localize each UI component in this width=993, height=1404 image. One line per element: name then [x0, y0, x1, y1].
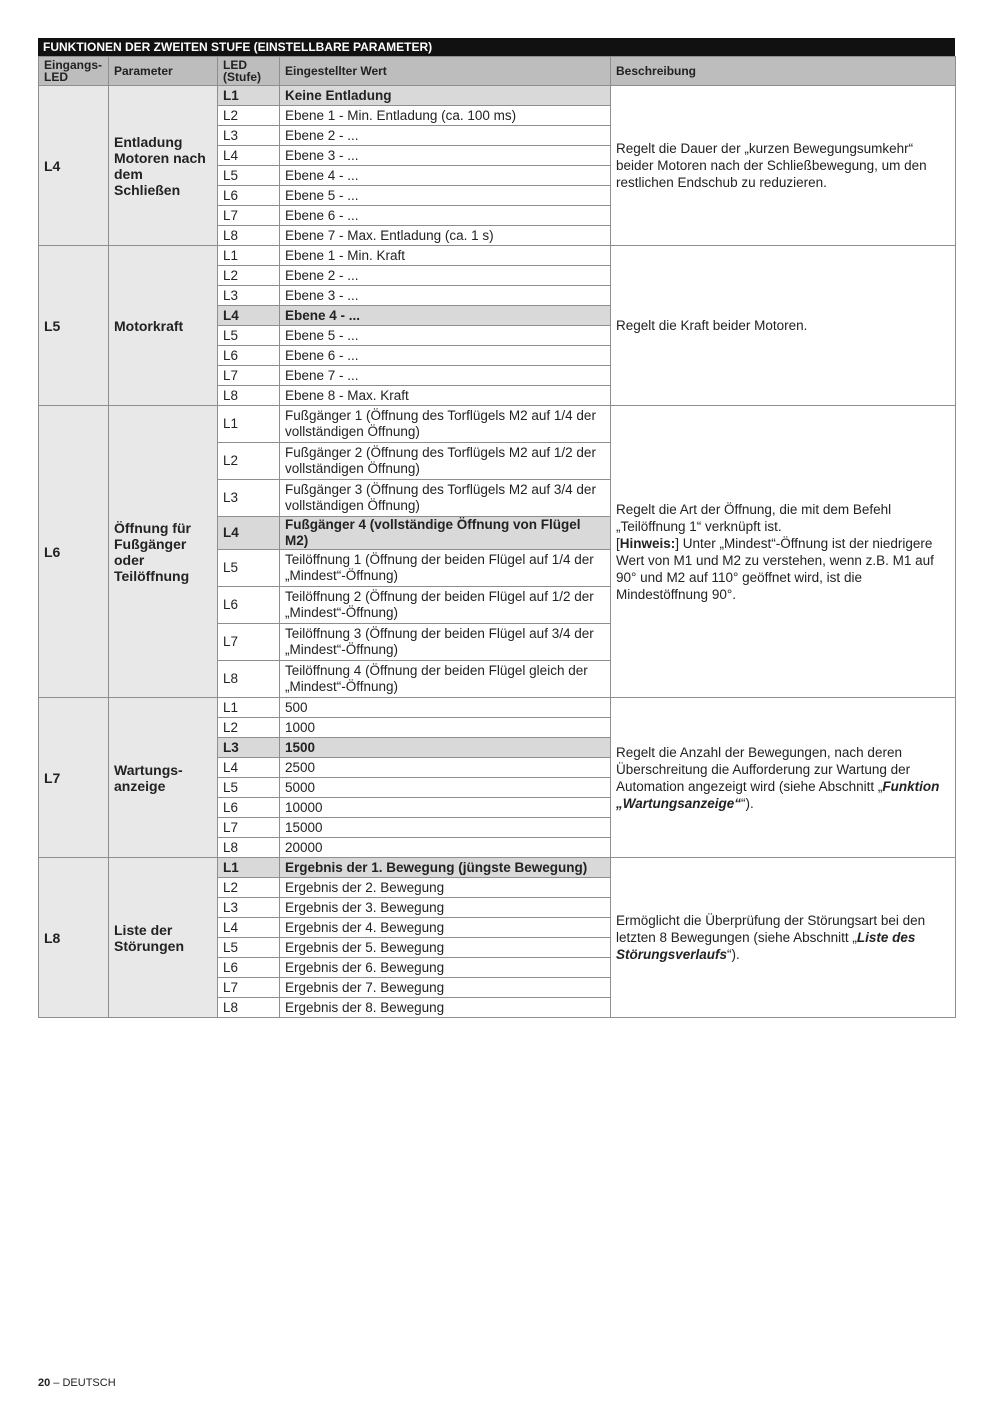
led-level-cell: L3 [218, 480, 280, 517]
led-level-cell: L3 [218, 286, 280, 306]
led-level-cell: L1 [218, 406, 280, 443]
description-cell [611, 858, 956, 1018]
value-cell: Ebene 4 - ... [280, 166, 611, 186]
led-level-cell: L2 [218, 266, 280, 286]
value-cell: Teilöffnung 1 (Öffnung der beiden Flügel auf 1/4 der „Mindest“-Öffnung) [280, 550, 611, 587]
description-text: Regelt die Dauer der „kurzen Bewegungsumkehr“ beider Motoren nach der Schließbewegung, um den restlichen Endschub zu reduzieren. [616, 141, 927, 190]
value-cell: 1000 [280, 718, 611, 738]
led-level-cell: L2 [218, 878, 280, 898]
value-cell: Ebene 8 - Max. Kraft [280, 386, 611, 406]
header-parameter: Parameter [109, 57, 218, 86]
value-cell: Ebene 5 - ... [280, 326, 611, 346]
led-level-cell: L2 [218, 443, 280, 480]
led-level-cell: L1 [218, 86, 280, 106]
value-cell: Ergebnis der 5. Bewegung [280, 938, 611, 958]
led-level-cell: L7 [218, 978, 280, 998]
description-text: Hinweis: [619, 535, 676, 551]
value-cell: 5000 [280, 778, 611, 798]
value-cell: Teilöffnung 3 (Öffnung der beiden Flügel auf 3/4 der „Mindest“-Öffnung) [280, 624, 611, 661]
description-cell [611, 86, 956, 246]
value-cell: Ebene 3 - ... [280, 286, 611, 306]
table-row [39, 406, 956, 443]
led-level-cell: L5 [218, 938, 280, 958]
led-level-cell: L6 [218, 186, 280, 206]
value-cell: Ebene 4 - ... [280, 306, 611, 326]
led-level-cell: L8 [218, 226, 280, 246]
value-cell: 1500 [280, 738, 611, 758]
led-level-cell: L8 [218, 998, 280, 1018]
input-led-cell: L7 [39, 698, 109, 858]
led-level-cell: L3 [218, 738, 280, 758]
input-led-cell: L4 [39, 86, 109, 246]
led-level-cell: L7 [218, 818, 280, 838]
header-input-led: Eingangs-LED [39, 57, 109, 86]
parameter-cell: Liste der Störungen [109, 858, 218, 1018]
value-cell: 500 [280, 698, 611, 718]
led-level-cell: L3 [218, 898, 280, 918]
value-cell: Ebene 3 - ... [280, 146, 611, 166]
led-level-cell: L7 [218, 366, 280, 386]
footer-language: – DEUTSCH [50, 1377, 116, 1389]
value-cell: Ebene 1 - Min. Kraft [280, 246, 611, 266]
value-cell: Fußgänger 4 (vollständige Öffnung von Flügel M2) [280, 517, 611, 550]
description-text: [ [616, 535, 620, 551]
description-text: “). [741, 795, 754, 811]
led-level-cell: L2 [218, 718, 280, 738]
led-level-cell: L3 [218, 126, 280, 146]
value-cell: 10000 [280, 798, 611, 818]
table-row [39, 698, 956, 718]
value-cell: Teilöffnung 4 (Öffnung der beiden Flügel gleich der „Mindest“-Öffnung) [280, 661, 611, 698]
value-cell: Keine Entladung [280, 86, 611, 106]
value-cell: Ebene 6 - ... [280, 346, 611, 366]
led-level-cell: L6 [218, 587, 280, 624]
value-cell: Ebene 7 - ... [280, 366, 611, 386]
value-cell: 20000 [280, 838, 611, 858]
led-level-cell: L6 [218, 958, 280, 978]
header-row [39, 57, 956, 86]
led-level-cell: L2 [218, 106, 280, 126]
led-level-cell: L8 [218, 386, 280, 406]
value-cell: Ebene 1 - Min. Entladung (ca. 100 ms) [280, 106, 611, 126]
description-text: Regelt die Kraft beider Motoren. [616, 318, 808, 333]
led-level-cell: L1 [218, 246, 280, 266]
value-cell: Fußgänger 2 (Öffnung des Torflügels M2 auf 1/2 der vollständigen Öffnung) [280, 443, 611, 480]
led-level-cell: L8 [218, 838, 280, 858]
value-cell: Ergebnis der 8. Bewegung [280, 998, 611, 1018]
input-led-cell: L8 [39, 858, 109, 1018]
value-cell: Ergebnis der 7. Bewegung [280, 978, 611, 998]
header-value: Eingestellter Wert [280, 57, 611, 86]
input-led-cell: L6 [39, 406, 109, 698]
table-title: FUNKTIONEN DER ZWEITEN STUFE (EINSTELLBARE PARAMETER) [38, 38, 955, 56]
description-text: “). [727, 947, 740, 962]
page-footer [38, 1377, 116, 1389]
led-level-cell: L4 [218, 918, 280, 938]
value-cell: Fußgänger 1 (Öffnung des Torflügels M2 auf 1/4 der vollständigen Öffnung) [280, 406, 611, 443]
value-cell: Ebene 2 - ... [280, 126, 611, 146]
value-cell: 15000 [280, 818, 611, 838]
header-led-level: LED (Stufe) [218, 57, 280, 86]
value-cell: Teilöffnung 2 (Öffnung der beiden Flügel auf 1/2 der „Mindest“-Öffnung) [280, 587, 611, 624]
value-cell: 2500 [280, 758, 611, 778]
header-description: Beschreibung [611, 57, 956, 86]
description-text: Regelt die Art der Öffnung, die mit dem Befehl „Teilöffnung 1“ verknüpft ist. [616, 501, 892, 534]
parameter-cell: Motorkraft [109, 246, 218, 406]
table-row [39, 246, 956, 266]
parameter-cell: Entladung Motoren nach dem Schließen [109, 86, 218, 246]
description-text: Liste des Störungsverlaufs [616, 930, 916, 962]
led-level-cell: L6 [218, 346, 280, 366]
description-cell [611, 698, 956, 858]
value-cell: Ergebnis der 6. Bewegung [280, 958, 611, 978]
value-cell: Ebene 7 - Max. Entladung (ca. 1 s) [280, 226, 611, 246]
led-level-cell: L5 [218, 550, 280, 587]
description-text: Regelt die Anzahl der Bewegungen, nach deren Überschreitung die Aufforderung zur Wartung der Automation angezeigt wird (siehe Abschnitt „ [616, 744, 911, 794]
led-level-cell: L1 [218, 858, 280, 878]
table-body [39, 86, 956, 1018]
table-row [39, 858, 956, 878]
value-cell: Ebene 5 - ... [280, 186, 611, 206]
led-level-cell: L5 [218, 778, 280, 798]
value-cell: Ebene 6 - ... [280, 206, 611, 226]
led-level-cell: L4 [218, 306, 280, 326]
value-cell: Fußgänger 3 (Öffnung des Torflügels M2 auf 3/4 der vollständigen Öffnung) [280, 480, 611, 517]
description-text: Funktion „Wartungsanzeige“ [616, 778, 940, 811]
parameter-table [38, 56, 956, 1018]
value-cell: Ebene 2 - ... [280, 266, 611, 286]
parameter-cell: Wartungs-anzeige [109, 698, 218, 858]
parameter-table-section [38, 38, 955, 1018]
led-level-cell: L5 [218, 326, 280, 346]
led-level-cell: L4 [218, 758, 280, 778]
value-cell: Ergebnis der 1. Bewegung (jüngste Bewegung) [280, 858, 611, 878]
description-text: Ermöglicht die Überprüfung der Störungsart bei den letzten 8 Bewegungen (siehe Abschnitt „ [616, 913, 926, 945]
parameter-cell: Öffnung für Fußgänger oder Teilöffnung [109, 406, 218, 698]
table-row [39, 86, 956, 106]
input-led-cell: L5 [39, 246, 109, 406]
led-level-cell: L8 [218, 661, 280, 698]
led-level-cell: L5 [218, 166, 280, 186]
led-level-cell: L4 [218, 146, 280, 166]
page-number: 20 [38, 1377, 51, 1389]
value-cell: Ergebnis der 2. Bewegung [280, 878, 611, 898]
description-text: ] Unter „Mindest“-Öffnung ist der niedrigere Wert von M1 und M2 zu verstehen, wenn z.B. M1 auf 90° und M2 auf 110° geöffnet wird, ist die Mindestöffnung 90°. [616, 535, 934, 602]
led-level-cell: L7 [218, 624, 280, 661]
description-cell [611, 406, 956, 698]
led-level-cell: L1 [218, 698, 280, 718]
led-level-cell: L7 [218, 206, 280, 226]
description-cell [611, 246, 956, 406]
led-level-cell: L4 [218, 517, 280, 550]
led-level-cell: L6 [218, 798, 280, 818]
value-cell: Ergebnis der 3. Bewegung [280, 898, 611, 918]
value-cell: Ergebnis der 4. Bewegung [280, 918, 611, 938]
